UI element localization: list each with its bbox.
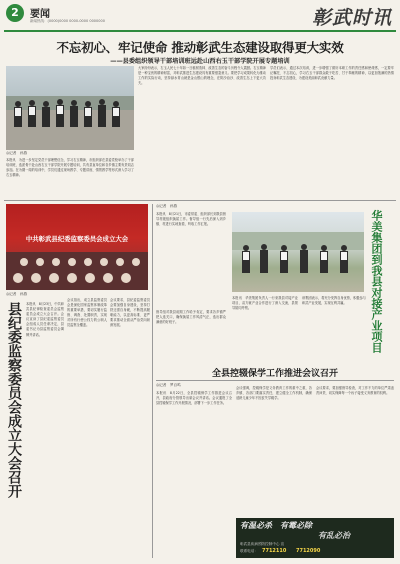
article4-title: 全县控辍保学工作推进会议召开 xyxy=(211,369,338,379)
article2-body-b: 会议指出，成立县监察委员会是深化国家监察体制改革的重要举措，要切实履行监督、调查、处置职责，实现对所有行使公权力的公职人员监察全覆盖。 xyxy=(67,298,107,328)
article3-caption: ◎记者 孙燕 xyxy=(156,204,178,208)
article1-body-left: 本报讯 为进一步坚定党员干部理想信念，学习右玉精神，市组织部在县委党校举办了干部培训班，选派骨干赴山西右玉干部学院开展专题培训，共有县直单位和各乡镇主要负责同志参加。在为期一周的培训中，学员们通过现场教学、专题讲座、情景教学等形式深入学习了右玉精神。 xyxy=(6,158,134,178)
ad-phone-1: 7712110 xyxy=(262,548,287,554)
page-number: 2 xyxy=(6,4,24,22)
ad-headline-1: 有温必杀 xyxy=(240,521,272,530)
article2-photo xyxy=(6,204,148,290)
article2-caption: ◎记者 孙燕 xyxy=(6,292,28,296)
header-rule xyxy=(4,30,396,32)
article1-headline: 不忘初心、牢记使命 推动彰武生态建设取得更大实效 xyxy=(56,40,344,55)
group-photo-image xyxy=(6,66,134,150)
inspection-photo-image xyxy=(232,212,364,292)
section-name: 要闻 xyxy=(30,9,50,20)
masthead: 彰武时讯 xyxy=(311,7,392,29)
article2-body-c: 会议要求，县纪委监察委员会要加强自身建设，坚持打铁还需自身硬，不断提高履职能力，以更高标准、更严要求推动全面从严治党向纵深发展。 xyxy=(110,298,150,328)
article1-caption: ◎记者 孙燕 xyxy=(6,151,28,155)
article3-photo xyxy=(232,212,364,292)
article1-subheadline: ——县委组织领导干部培训班远赴山西右玉干部学院开展专题培训 xyxy=(110,58,290,65)
ad-box xyxy=(236,518,394,558)
divider-2 xyxy=(156,380,394,381)
meeting-banner-text: 中共彰武县纪委监察委员会成立大会 xyxy=(25,235,129,243)
ad-text: 彰武县疾病预防控制中心 宣 xyxy=(240,542,285,546)
article1-body-col3: 学员们表示，通过本次培训，进一步增强了做好本职工作的责任感和使命感，一定要牢记嘱托、不忘初心，学习右玉干部群众敢于吃苦、甘于奉献的精神，以更加饱满的热情投身彰武生态建设，为建设美丽彰武贡献力量。 xyxy=(270,66,394,81)
article2-body-a: 本报讯 8月23日，中共彰武县纪律检查委员会监察委员会成立大会召开。会议宣读了县纪委监察委员会组成人员任命决定，县委书记为县监察委员会揭牌并讲话。 xyxy=(26,302,64,337)
ad-headline-2: 有霉必除 xyxy=(280,521,312,530)
article1-body-col2: 大家纷纷表示，右玉人民七十年如一日植树造林、改善生态的奋斗历程令人震撼。右玉精神是一种宝贵的精神财富，对彰武推进生态建设具有重要借鉴意义。要把学习成果转化为推动工作的实际行动，坚持绿水青山就是金山银山的理念，在防沙治沙、改善生态上下更大功夫。 xyxy=(138,66,266,86)
article2-title: 县纪委监察委员会成立大会召开 xyxy=(6,302,22,498)
article3-body-b: 督导组对我县前期工作给予肯定，要求各乡镇严把人选关口，确保换届工作风清气正，选出群众满意的好班子。 xyxy=(156,310,226,325)
article1-photo xyxy=(6,66,134,150)
ad-phone-2: 7712090 xyxy=(296,548,321,554)
article4-body-b: 会议强调，控辍保学是义务教育工作的重中之重，各乡镇、各部门要落实责任，建立健全工作机制，确保适龄儿童少年不因贫失学辍学。 xyxy=(236,386,312,401)
ad-headline-3: 有乱必治 xyxy=(318,531,350,540)
meeting-hall-image xyxy=(6,204,148,290)
article4-body-c: 会议要求，要加强督导检查，对工作不力的单位严肃追责问责，切实保障每一个孩子接受义务教育的权利。 xyxy=(316,386,394,396)
divider-1 xyxy=(4,200,396,201)
article3-body-d: 该集团表示，将充分发挥自身优势，积极参与彰武产业发展，实现互利共赢。 xyxy=(302,296,366,306)
header-meta: 新闻热线：(0000)0000 0000-0000 0000000 xyxy=(30,19,105,23)
ad-phone-label: 联系电话： xyxy=(240,549,258,553)
column-divider xyxy=(152,204,153,558)
article3-side-title: 华美集团到我县对接产业项目 xyxy=(370,210,383,353)
article4-caption: ◎记者 罗百鸣 xyxy=(156,383,181,387)
article3-body-c: 本报讯 华美集团负责人一行来我县对接产业项目，双方就产业合作进行了深入交流，县领导陪同考察。 xyxy=(232,296,298,311)
article4-body-a: 本报讯 8月22日，全县控辍保学工作推进会议召开，县政府分管领导出席会议并讲话。会议通报了全县控辍保学工作开展情况，部署下一步工作任务。 xyxy=(156,391,232,406)
article3-body-a: 本报讯 8月21日，市委常委、组织部长到我县督导村级组织换届工作。督导组一行先后深入到乡镇、村进行实地查看，听取工作汇报。 xyxy=(156,212,226,227)
